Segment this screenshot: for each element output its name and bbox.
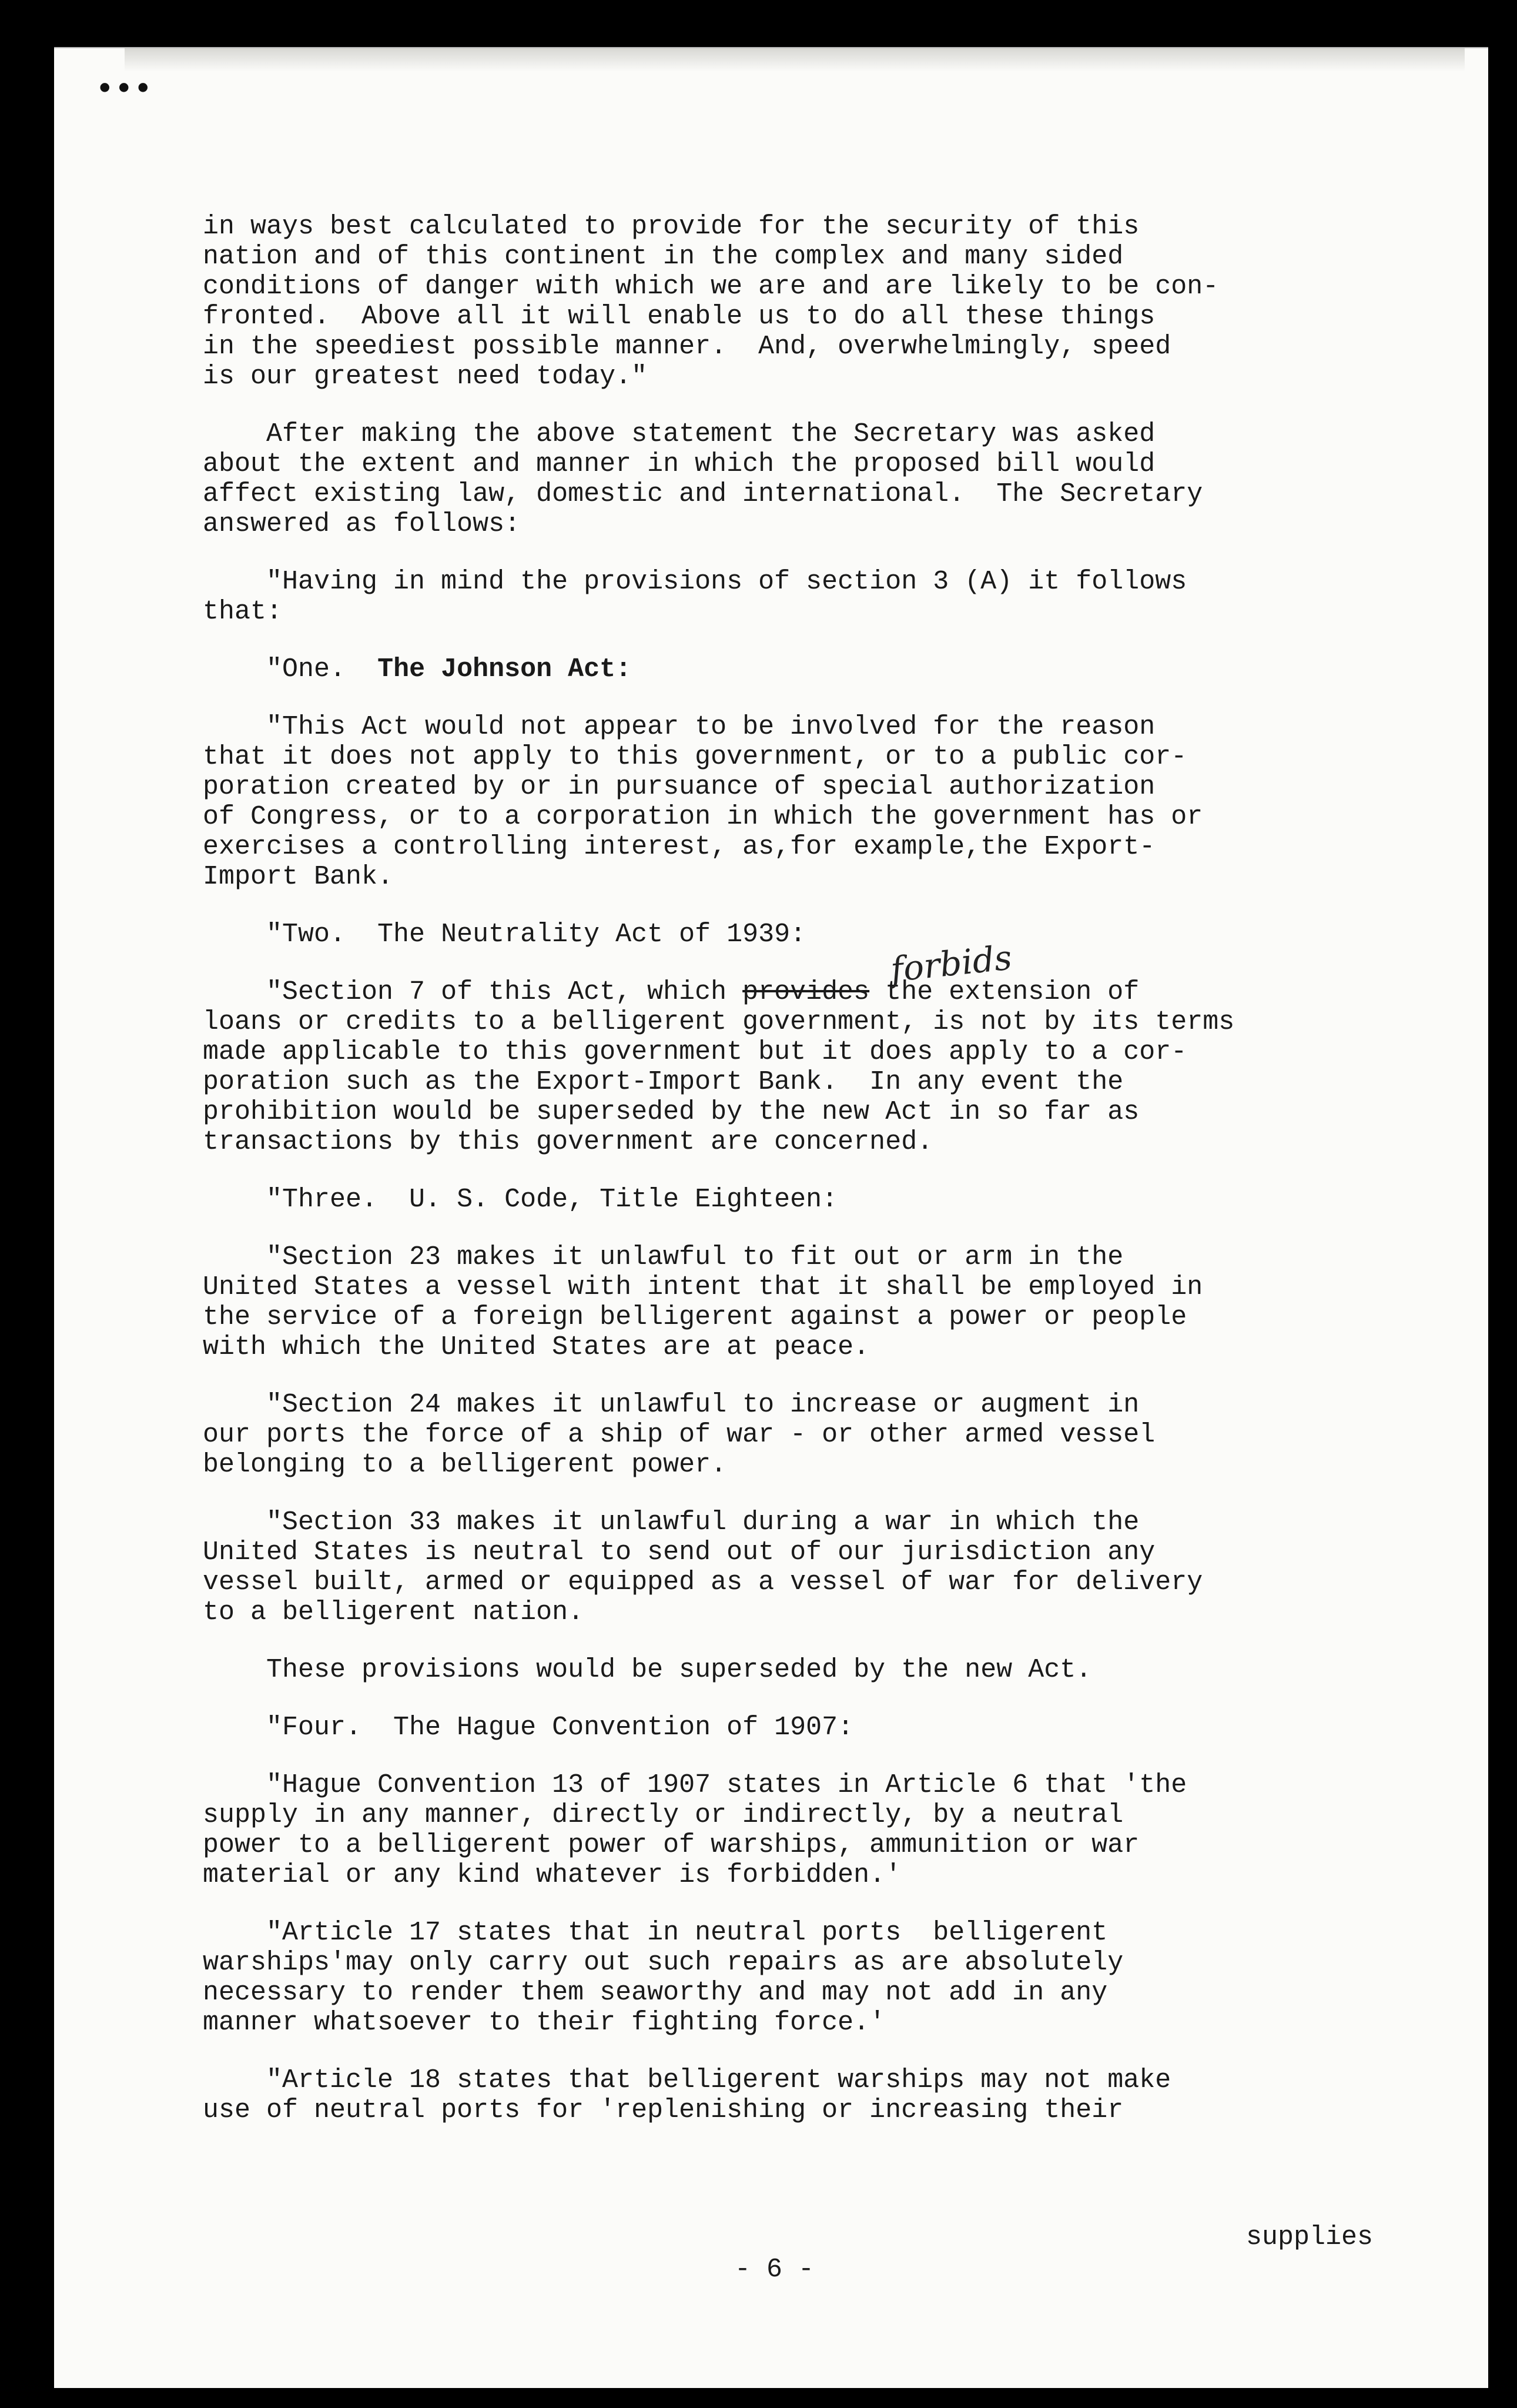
heading-johnson-act-title: The Johnson Act:	[377, 654, 632, 684]
heading-us-code: "Three. U. S. Code, Title Eighteen:	[203, 1185, 838, 1215]
paragraph-superseded: These provisions would be superseded by the new Act.	[203, 1655, 1092, 1685]
paragraph-article-18: "Article 18 states that belligerent warships may not make use of neutral ports for 'replenishing or increasing their	[203, 2065, 1171, 2125]
section-7-line-start: "Section 7 of this Act, which	[203, 977, 743, 1007]
handwritten-correction: forbids	[889, 937, 1014, 990]
paragraph-section-24: "Section 24 makes it unlawful to increase or augment in our ports the force of a ship of war - or other armed vessel belonging to a belligerent power.	[203, 1390, 1156, 1480]
section-7-line-end: the extension of	[869, 977, 1140, 1007]
heading-neutrality-act: "Two. The Neutrality Act of 1939:	[203, 919, 806, 949]
corner-mark: •••	[97, 73, 155, 103]
section-7-rest: loans or credits to a belligerent government, is not by its terms made applicable to this government but it does apply to a cor- poration such as the Export-Import Bank. In any event the prohibition would be superseded by the new Act in so far as transactions by this government are concerned.	[203, 1007, 1235, 1157]
page-number: - 6 -	[735, 2255, 815, 2285]
paragraph-article-6: "Hague Convention 13 of 1907 states in Article 6 that 'the supply in any manner, directly or indirectly, by a neutral power to a belligerent power of warships, ammunition or war material or any kind whatever is forbidden.'	[203, 1770, 1187, 1890]
paragraph-section-7	[203, 977, 1402, 1157]
paragraph-section-33: "Section 33 makes it unlawful during a war in which the United States is neutral to send out of our jurisdiction any vessel built, armed or equipped as a vessel of war for delivery to a belligerent nation.	[203, 1507, 1203, 1627]
paragraph-article-17: "Article 17 states that in neutral ports belligerent warships'may only carry out such repairs as are absolutely necessary to render them seaworthy and may not add in any manner whatsoever to their fighting force.'	[203, 1918, 1124, 2038]
paragraph-section-23: "Section 23 makes it unlawful to fit out or arm in the United States a vessel with intent that it shall be employed in the service of a foreign belligerent against a power or people with which the United States are at peace.	[203, 1242, 1203, 1362]
struck-word: provides	[742, 977, 870, 1007]
continuation-word: supplies	[1246, 2222, 1374, 2252]
paragraph-continued-statement: in ways best calculated to provide for the security of this nation and of this continent in the complex and many sided conditions of danger with which we are and are likely to be con- fronted. Above all it will enable us to do all these things in the speediest possible manner. And, overwhelmingly, speed is our greatest need today."	[203, 212, 1219, 392]
paragraph-section-3a: "Having in mind the provisions of section 3 (A) it follows that:	[203, 567, 1187, 627]
paragraph-johnson-act: "This Act would not appear to be involved for the reason that it does not apply to this government, or to a public cor- poration created by or in pursuance of special authorization of Congress, or to a corporation in which the government has or exercises a controlling interest, as,for example,the Export- Import Bank.	[203, 712, 1203, 892]
document-body	[203, 212, 1402, 2153]
heading-johnson-act	[203, 654, 1402, 684]
paragraph-secretary-asked: After making the above statement the Secretary was asked about the extent and manner in which the proposed bill would affect existing law, domestic and international. The Secretary answered as follows:	[203, 419, 1203, 539]
heading-hague-convention: "Four. The Hague Convention of 1907:	[203, 1713, 854, 1743]
heading-johnson-act-prefix: "One.	[203, 654, 378, 684]
page-edge-stain	[125, 48, 1465, 72]
